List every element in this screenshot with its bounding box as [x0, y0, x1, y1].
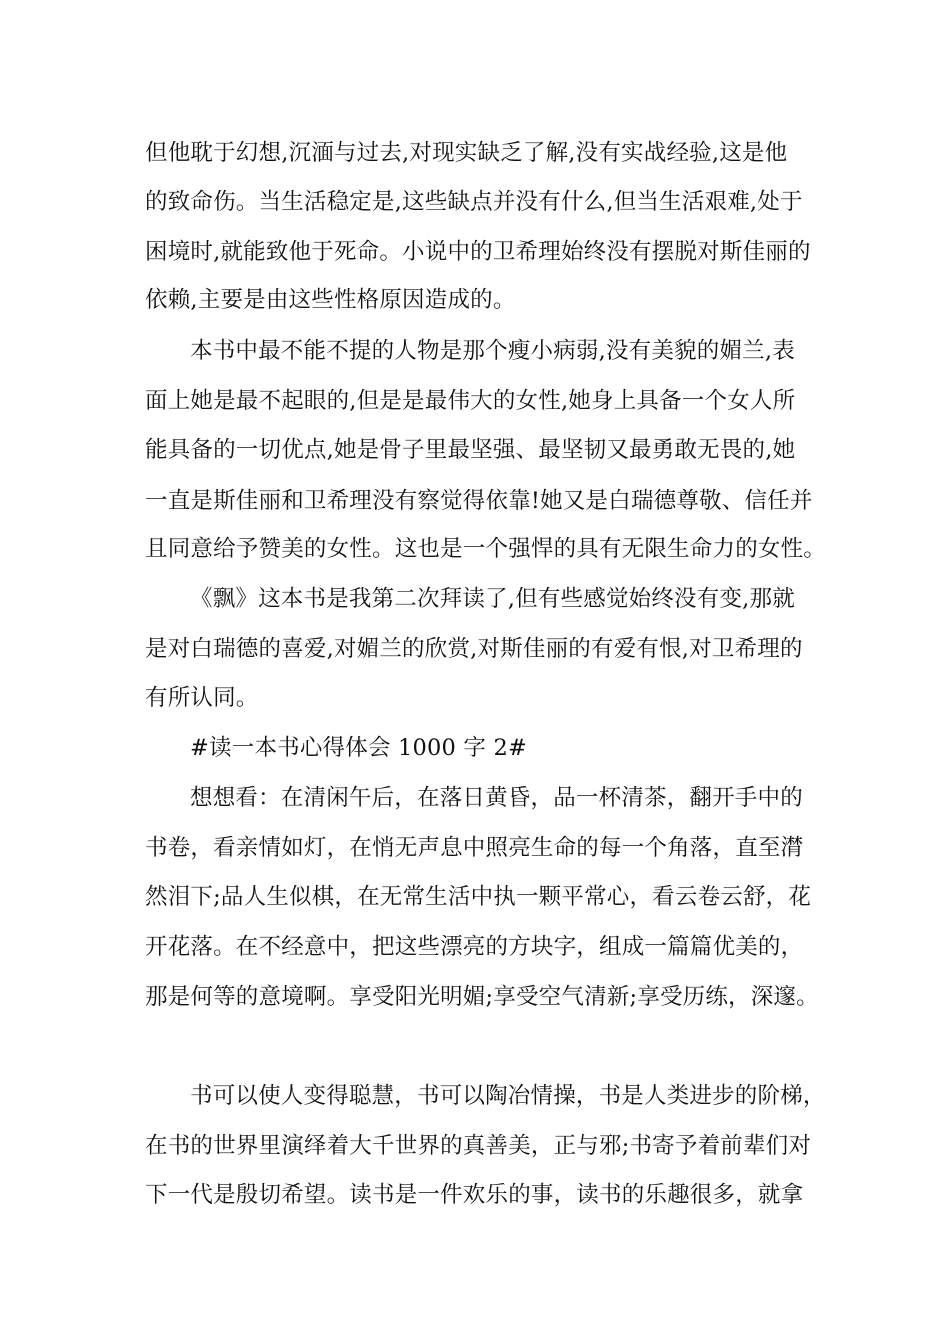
section-heading: #读一本书心得体会 1000 字 2#: [190, 735, 528, 761]
text-line: 困境时,就能致他于死命。小说中的卫希理始终没有摆脱对斯佳丽的: [145, 239, 811, 265]
text-line: 在书的世界里演绎着大千世界的真善美，正与邪;书寄予着前辈们对: [145, 1133, 812, 1159]
text-line: 但他耽于幻想,沉湎与过去,对现实缺乏了解,没有实战经验,这是他: [145, 140, 788, 166]
text-line: 依赖,主要是由这些性格原因造成的。: [145, 287, 516, 313]
text-line: 是对白瑞德的喜爱,对媚兰的欣赏,对斯佳丽的有爱有恨,对卫希理的: [145, 636, 803, 662]
text-line: 面上她是最不起眼的,但是是最伟大的女性,她身上具备一个女人所: [145, 388, 796, 414]
paragraph-first-line: 本书中最不能不提的人物是那个瘦小病弱,没有美貌的媚兰,表: [190, 338, 795, 364]
paragraph-first-line: 《飘》这本书是我第二次拜读了,但有些感觉始终没有变,那就: [190, 586, 795, 612]
text-line: 且同意给予赞美的女性。这也是一个强悍的具有无限生命力的女性。: [145, 536, 827, 562]
text-line: 然泪下;品人生似棋，在无常生活中执一颗平常心，看云卷云舒，花: [145, 884, 812, 910]
text-line: 书卷，看亲情如灯，在悄无声息中照亮生命的每一个角落，直至潸: [145, 835, 804, 861]
text-line: 那是何等的意境啊。享受阳光明媚;享受空气清新;享受历练，深邃。: [145, 984, 819, 1010]
text-line: 下一代是殷切希望。读书是一件欢乐的事，读书的乐趣很多，就拿: [145, 1182, 804, 1208]
text-line: 一直是斯佳丽和卫希理没有察觉得依靠!她又是白瑞德尊敬、信任并: [145, 488, 813, 514]
text-line: 的致命伤。当生活稳定是,这些缺点并没有什么,但当生活艰难,处于: [145, 189, 803, 215]
text-line: 开花落。在不经意中，把这些漂亮的方块字，组成一篇篇优美的，: [145, 934, 804, 960]
text-line: 有所认同。: [145, 685, 259, 711]
paragraph-first-line: 书可以使人变得聪慧，书可以陶冶情操，书是人类进步的阶梯，: [190, 1083, 826, 1109]
text-line: 能具备的一切优点,她是骨子里最坚强、最坚韧又最勇敢无畏的,她: [145, 437, 796, 463]
paragraph-first-line: 想想看：在清闲午后，在落日黄昏，品一杯清茶，翻开手中的: [190, 785, 803, 811]
